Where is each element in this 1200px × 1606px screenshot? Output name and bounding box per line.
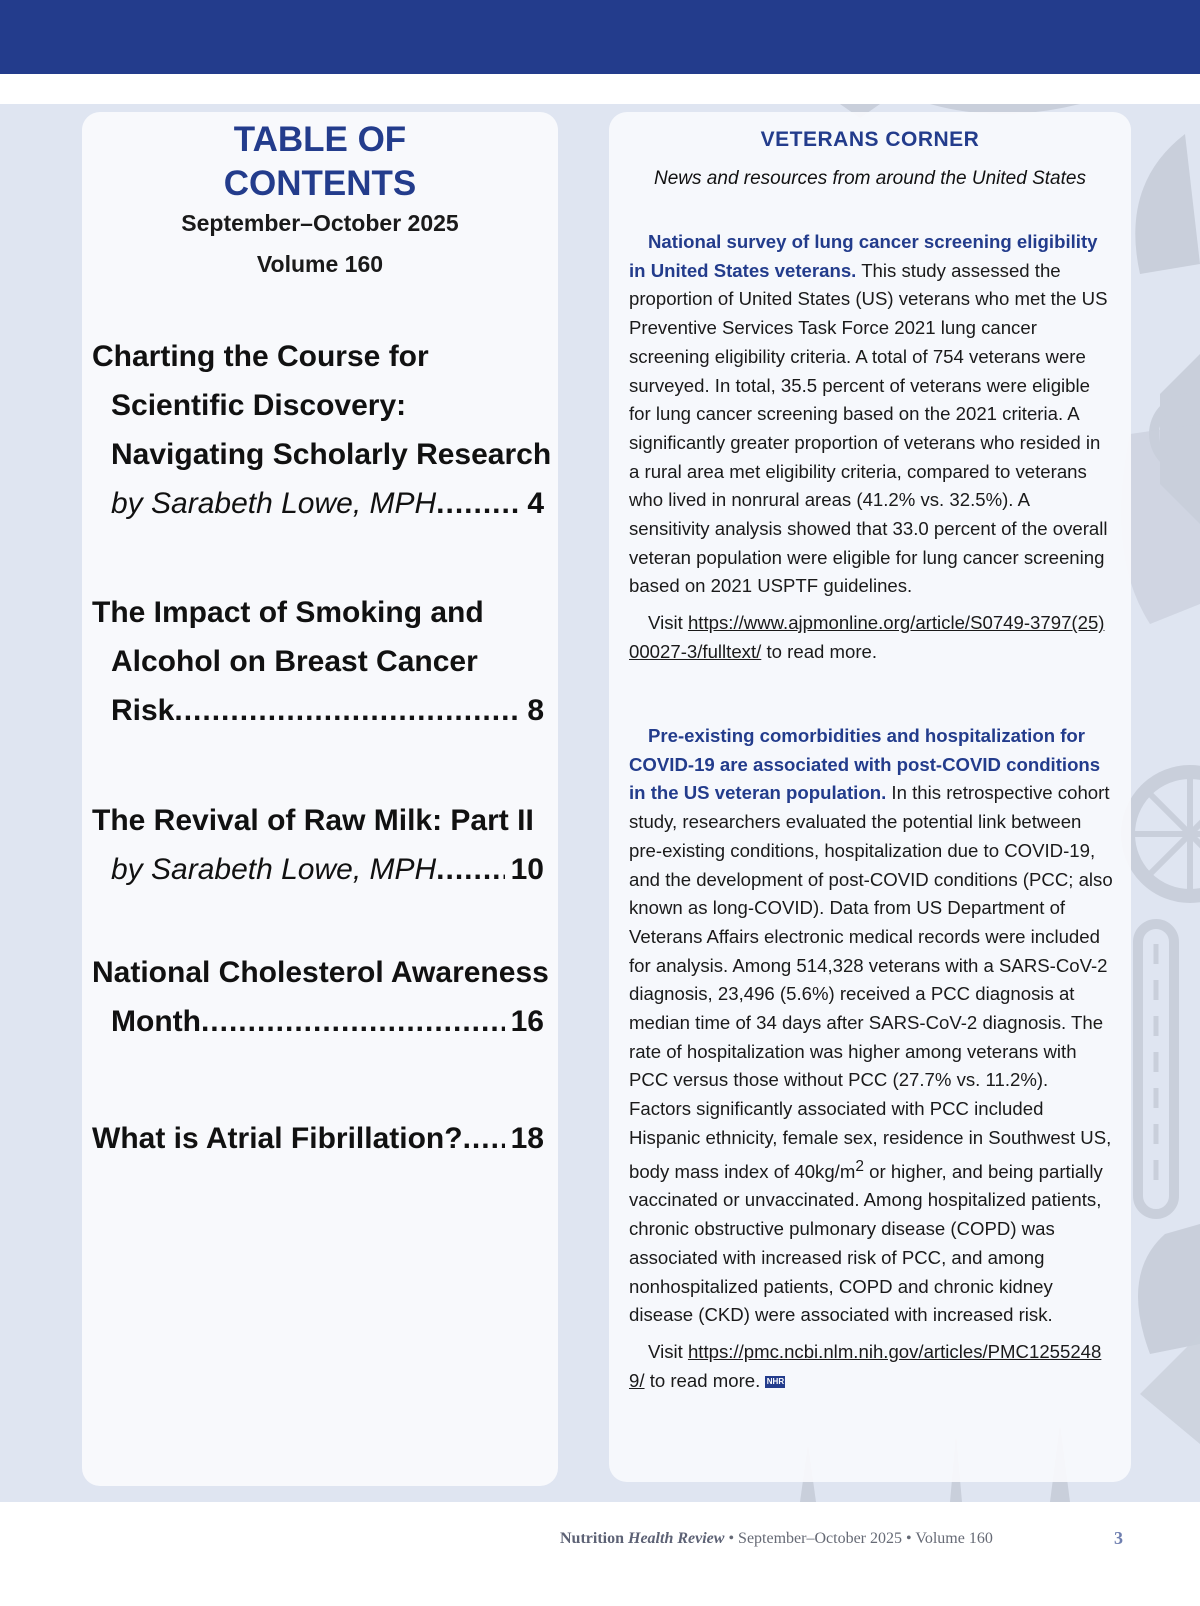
toc-entry-final-line — [92, 997, 544, 1046]
article-body: This study assessed the proportion of United States (US) veterans who met the US Preventive Services Task Force 2021 lung cancer screening eligibility criteria. A total of 754 veterans were surveyed. In total, 35.5 percent of veterans were eligible for lung cancer screening based on the 2021 criteria. A significantly greater proportion of veterans who resided in a rural area met eligibility criteria, compared to veterans who lived in nonrural areas (41.2% vs. 32.5%). A sensitivity analysis showed that 33.0 percent of the overall veteran population were eligible for lung cancer screening based on 2021 USPTF guidelines. — [629, 259, 1108, 597]
toc-entry-title-line: The Revival of Raw Milk: Part II — [92, 804, 534, 837]
superscript-2: 2 — [855, 1157, 864, 1175]
footer-separator: • — [728, 1530, 735, 1547]
dot-leader — [436, 479, 521, 528]
toc-entry-page-number: 18 — [510, 1122, 544, 1155]
article-body-continued: or higher, and being partially vaccinated or unvaccinated. Among hospitalized patients, chronic obstructive pulmonary disease (COPD) was associated with increased risk of PCC, and among nonhospitalized patients, COPD and chronic kidney disease (CKD) were associated with increased risk. — [629, 1160, 1103, 1326]
toc-title — [82, 118, 558, 206]
toc-entry-smoking-alcohol[interactable] — [92, 588, 544, 735]
article-lung-cancer-screening — [629, 228, 1113, 667]
toc-entry-page-number: 8 — [527, 694, 544, 727]
toc-entry-byline — [92, 479, 544, 528]
visit-suffix: to read more. — [766, 640, 878, 662]
toc-entry-atrial-fibrillation[interactable] — [92, 1114, 544, 1163]
visit-prefix: Visit — [648, 1340, 683, 1362]
publication-name — [560, 1530, 724, 1547]
toc-issue-date: September–October 2025 — [181, 210, 459, 236]
toc-entry-final-line — [92, 686, 544, 735]
article-link[interactable]: https://www.ajpmonline.org/article/S0749-3797(25)00027-3/fulltext/ — [629, 612, 1105, 662]
toc-title-line-1: TABLE OF — [233, 120, 407, 159]
toc-entry-author: by Sarabeth Lowe, MPH — [111, 853, 437, 886]
article-headline: National survey of lung cancer screening eligibility in United States veterans. — [629, 231, 1098, 281]
dot-leader — [174, 686, 521, 735]
toc-entry-title: What is Atrial Fibrillation? — [92, 1122, 463, 1155]
toc-entry-title-line: Alcohol on Breast Cancer — [111, 645, 478, 678]
article-paragraph — [629, 228, 1113, 601]
footer-volume: Volume 160 — [915, 1530, 993, 1547]
article-body: In this retrospective cohort study, researchers evaluated the potential link between pre-existing conditions, hospitalization due to COVID-19, and the development of post-COVID conditions (PCC; also known as long-COVID). Data from US Department of Veterans Affairs electronic medical records were included for analysis. Among 514,328 veterans with a SARS-CoV-2 diagnosis, 23,496 (5.6%) received a PCC diagnosis at median time of 34 days after SARS-CoV-2 diagnosis. The rate of hospitalization was higher among veterans with PCC versus those without PCC (27.7% vs. 11.2%). Factors significantly associated with PCC included Hispanic ethnicity, female sex, residence in Southwest US, body mass index of 40kg/m — [629, 782, 1113, 1182]
dot-leader — [436, 845, 504, 894]
article-paragraph — [629, 722, 1113, 1330]
dot-leader — [201, 997, 505, 1046]
toc-entry-title-line: Charting the Course for — [92, 340, 429, 373]
veterans-corner-panel — [609, 112, 1131, 1482]
toc-entry-byline — [92, 845, 544, 894]
toc-entry-title-end: Month — [111, 1005, 201, 1038]
visit-prefix: Visit — [648, 612, 683, 634]
toc-entry-page-number: 10 — [510, 853, 544, 886]
article-visit-line — [629, 1338, 1113, 1395]
toc-entry-charting-the-course[interactable] — [92, 332, 552, 528]
table-of-contents-panel — [82, 112, 558, 1486]
veterans-corner-title: VETERANS CORNER — [760, 128, 980, 151]
toc-entry-title-line: Scientific Discovery: — [111, 389, 407, 422]
toc-entry-title-end: Risk — [111, 694, 175, 727]
visit-suffix: to read more. — [649, 1369, 761, 1391]
article-visit-line — [629, 609, 1113, 666]
article-link[interactable]: https://pmc.ncbi.nlm.nih.gov/articles/PMC12552489/ — [629, 1340, 1102, 1391]
toc-entry-author: by Sarabeth Lowe, MPH — [111, 487, 437, 520]
footer-issue: September–October 2025 — [738, 1530, 902, 1547]
page-footer — [560, 1530, 1060, 1548]
publication-prefix: Nutrition — [560, 1530, 624, 1547]
toc-entry-page-number: 4 — [527, 487, 544, 520]
article-headline: Pre-existing comorbidities and hospitalization for COVID-19 are associated with post-COVID conditions in the US veteran population. — [629, 725, 1101, 804]
toc-entry-raw-milk[interactable] — [92, 796, 544, 894]
toc-entry-final-line — [92, 1114, 544, 1163]
toc-title-line-2: CONTENTS — [223, 164, 417, 203]
toc-entry-title-line: The Impact of Smoking and — [92, 596, 484, 629]
toc-entry-title-line: Navigating Scholarly Research — [111, 438, 552, 471]
toc-entry-title-line: National Cholesterol Awareness — [92, 956, 549, 989]
top-banner — [0, 0, 1200, 74]
publication-italic: Health Review — [628, 1530, 725, 1547]
dot-leader — [463, 1114, 505, 1163]
toc-entry-page-number: 16 — [510, 1005, 544, 1038]
article-post-covid-conditions — [629, 722, 1113, 1395]
page-number: 3 — [1114, 1528, 1123, 1548]
nhr-end-mark-icon: NHR — [766, 1376, 785, 1386]
toc-entry-cholesterol-month[interactable] — [92, 948, 549, 1046]
toc-volume: Volume 160 — [256, 251, 384, 277]
footer-separator: • — [906, 1530, 912, 1547]
veterans-corner-subtitle: News and resources from around the United States — [654, 168, 1086, 189]
